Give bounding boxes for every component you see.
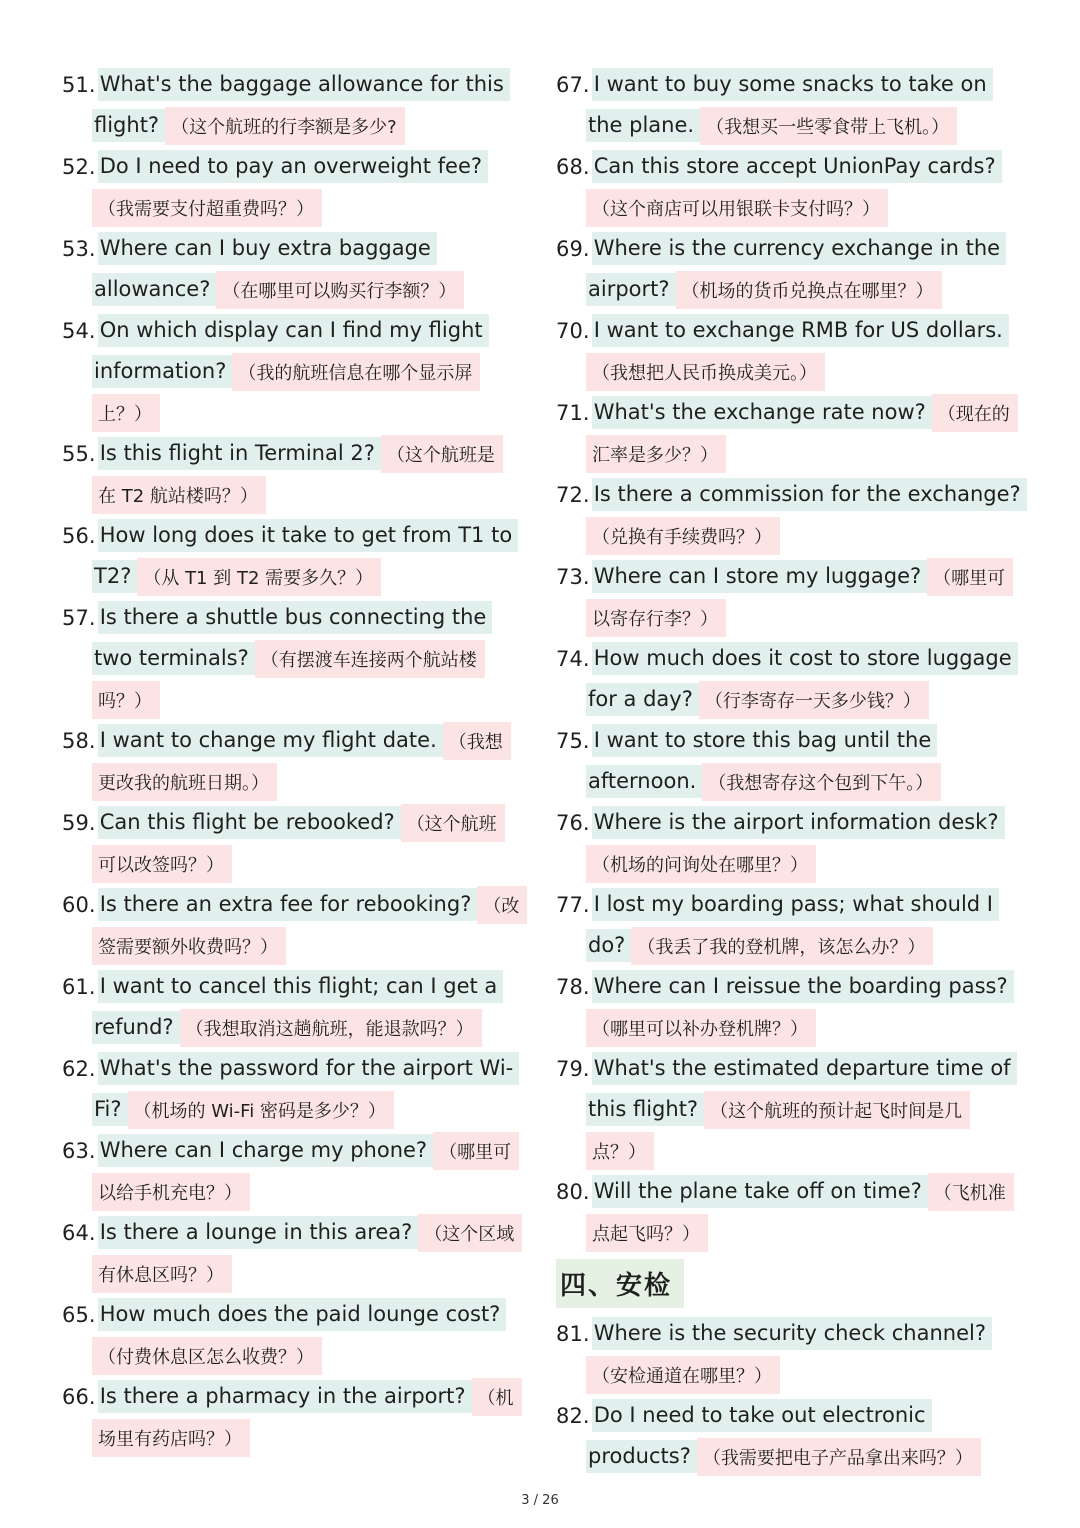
english-phrase: On which display can I find my flight bbox=[98, 314, 489, 347]
phrase-entry-59 bbox=[62, 802, 524, 884]
right-entries-group-security bbox=[556, 1313, 1030, 1477]
chinese-translation: （这个航班 bbox=[401, 804, 505, 842]
phrase-line bbox=[556, 1048, 1030, 1089]
phrase-entry-81 bbox=[556, 1313, 1030, 1395]
phrase-line bbox=[556, 638, 1030, 679]
right-column bbox=[556, 64, 1030, 1477]
chinese-translation: 点？） bbox=[586, 1132, 654, 1170]
phrase-entry-58 bbox=[62, 720, 524, 802]
chinese-translation: 在 T2 航站楼吗？） bbox=[92, 476, 266, 514]
english-phrase: What's the baggage allowance for this bbox=[98, 68, 510, 101]
phrase-number: 59. bbox=[62, 810, 96, 835]
english-phrase: Where is the airport information desk? bbox=[592, 806, 1005, 839]
chinese-translation: （我想 bbox=[443, 722, 511, 760]
chinese-translation: 点起飞吗？） bbox=[586, 1214, 708, 1252]
phrase-line bbox=[556, 679, 1030, 720]
english-phrase: two terminals? bbox=[92, 642, 255, 675]
english-phrase: flight? bbox=[92, 109, 165, 142]
phrase-entry-56 bbox=[62, 515, 524, 597]
phrase-entry-52 bbox=[62, 146, 524, 228]
english-phrase: What's the password for the airport Wi- bbox=[98, 1052, 520, 1085]
phrase-line bbox=[62, 1007, 524, 1048]
phrase-line bbox=[556, 720, 1030, 761]
chinese-translation: （我需要把电子产品拿出来吗？） bbox=[697, 1438, 981, 1476]
phrase-line bbox=[62, 884, 524, 925]
section-title: 四、安检 bbox=[556, 1259, 684, 1308]
phrase-entry-78 bbox=[556, 966, 1030, 1048]
chinese-translation: （安检通道在哪里？） bbox=[586, 1356, 780, 1394]
phrase-entry-66 bbox=[62, 1376, 524, 1458]
phrase-line bbox=[62, 638, 524, 679]
phrase-entry-54 bbox=[62, 310, 524, 433]
english-phrase: Is there a shuttle bus connecting the bbox=[98, 601, 493, 634]
phrase-number: 67. bbox=[556, 72, 590, 97]
phrase-line bbox=[556, 802, 1030, 843]
phrase-line bbox=[62, 228, 524, 269]
phrase-line bbox=[556, 1089, 1030, 1130]
chinese-translation: （我想寄存这个包到下午。） bbox=[702, 763, 941, 801]
chinese-translation: （我需要支付超重费吗？） bbox=[92, 189, 322, 227]
phrase-entry-63 bbox=[62, 1130, 524, 1212]
english-phrase: Where is the currency exchange in the bbox=[592, 232, 1006, 265]
english-phrase: refund? bbox=[92, 1011, 180, 1044]
chinese-translation: 汇率是多少？） bbox=[586, 435, 726, 473]
english-phrase: products? bbox=[586, 1440, 697, 1473]
phrase-line bbox=[62, 1089, 524, 1130]
phrase-line bbox=[556, 105, 1030, 146]
chinese-translation: （我丢了我的登机牌，该怎么办？） bbox=[631, 927, 933, 965]
phrase-entry-69 bbox=[556, 228, 1030, 310]
phrase-line bbox=[556, 515, 1030, 556]
phrase-entry-80 bbox=[556, 1171, 1030, 1253]
chinese-translation: （这个航班的行李额是多少? bbox=[165, 107, 405, 145]
phrase-entry-53 bbox=[62, 228, 524, 310]
phrase-entry-71 bbox=[556, 392, 1030, 474]
chinese-translation: （我想买一些零食带上飞机。） bbox=[700, 107, 957, 145]
phrase-line bbox=[62, 515, 524, 556]
phrase-line bbox=[556, 392, 1030, 433]
english-phrase: Can this flight be rebooked? bbox=[98, 806, 401, 839]
phrase-line bbox=[62, 966, 524, 1007]
phrase-line bbox=[62, 392, 524, 433]
phrase-line bbox=[62, 843, 524, 884]
chinese-translation: （这个航班是 bbox=[381, 435, 503, 473]
english-phrase: information? bbox=[92, 355, 232, 388]
chinese-translation: （兑换有手续费吗？） bbox=[586, 517, 780, 555]
phrase-line bbox=[556, 556, 1030, 597]
phrase-line bbox=[556, 966, 1030, 1007]
phrase-line bbox=[556, 1313, 1030, 1354]
chinese-translation: （从 T1 到 T2 需要多久？） bbox=[137, 558, 381, 596]
phrase-number: 57. bbox=[62, 605, 96, 630]
english-phrase: Is there a lounge in this area? bbox=[98, 1216, 419, 1249]
phrase-number: 69. bbox=[556, 236, 590, 261]
phrase-number: 80. bbox=[556, 1179, 590, 1204]
english-phrase: Where can I charge my phone? bbox=[98, 1134, 433, 1167]
english-phrase: I want to buy some snacks to take on bbox=[592, 68, 993, 101]
phrase-line bbox=[556, 1171, 1030, 1212]
phrase-line bbox=[62, 1130, 524, 1171]
phrase-line bbox=[62, 679, 524, 720]
phrase-number: 63. bbox=[62, 1138, 96, 1163]
section-heading bbox=[556, 1259, 1030, 1307]
phrase-number: 66. bbox=[62, 1384, 96, 1409]
phrase-line bbox=[556, 884, 1030, 925]
chinese-translation: （哪里可 bbox=[433, 1132, 519, 1170]
english-phrase: T2? bbox=[92, 560, 137, 593]
english-phrase: Is there a commission for the exchange? bbox=[592, 478, 1027, 511]
chinese-translation: （机场的 Wi-Fi 密码是多少？） bbox=[128, 1091, 394, 1129]
phrase-entry-70 bbox=[556, 310, 1030, 392]
chinese-translation: （现在的 bbox=[932, 394, 1018, 432]
phrase-number: 52. bbox=[62, 154, 96, 179]
english-phrase: Is there a pharmacy in the airport? bbox=[98, 1380, 472, 1413]
phrase-line bbox=[556, 64, 1030, 105]
phrase-line bbox=[62, 1048, 524, 1089]
phrase-line bbox=[62, 1171, 524, 1212]
chinese-translation: 以寄存行李？） bbox=[586, 599, 726, 637]
phrase-entry-61 bbox=[62, 966, 524, 1048]
english-phrase: the plane. bbox=[586, 109, 700, 142]
chinese-translation: （行李寄存一天多少钱？） bbox=[699, 681, 929, 719]
chinese-translation: 签需要额外收费吗？） bbox=[92, 927, 286, 965]
phrase-line bbox=[556, 1395, 1030, 1436]
phrase-number: 74. bbox=[556, 646, 590, 671]
english-phrase: do? bbox=[586, 929, 631, 962]
chinese-translation: （我的航班信息在哪个显示屏 bbox=[232, 353, 480, 391]
right-entries-group bbox=[556, 64, 1030, 1253]
phrase-entry-77 bbox=[556, 884, 1030, 966]
english-phrase: Where can I store my luggage? bbox=[592, 560, 927, 593]
english-phrase: Is this flight in Terminal 2? bbox=[98, 437, 381, 470]
english-phrase: I want to cancel this flight; can I get a bbox=[98, 970, 504, 1003]
chinese-translation: （机场的货币兑换点在哪里？） bbox=[676, 271, 942, 309]
phrase-line bbox=[556, 433, 1030, 474]
chinese-translation: （我想取消这趟航班，能退款吗？） bbox=[180, 1009, 482, 1047]
english-phrase: afternoon. bbox=[586, 765, 702, 798]
phrase-number: 60. bbox=[62, 892, 96, 917]
chinese-translation: （机 bbox=[472, 1378, 522, 1416]
phrase-entry-79 bbox=[556, 1048, 1030, 1171]
english-phrase: airport? bbox=[586, 273, 676, 306]
english-phrase: How much does it cost to store luggage bbox=[592, 642, 1018, 675]
phrase-number: 53. bbox=[62, 236, 96, 261]
chinese-translation: （在哪里可以购买行李额？） bbox=[216, 271, 464, 309]
phrase-line bbox=[62, 720, 524, 761]
phrase-line bbox=[556, 146, 1030, 187]
phrase-entry-64 bbox=[62, 1212, 524, 1294]
phrase-line bbox=[556, 1007, 1030, 1048]
phrase-entry-72 bbox=[556, 474, 1030, 556]
phrase-number: 58. bbox=[62, 728, 96, 753]
phrase-number: 71. bbox=[556, 400, 590, 425]
phrase-line bbox=[556, 843, 1030, 884]
left-column bbox=[62, 64, 524, 1458]
english-phrase: this flight? bbox=[586, 1093, 704, 1126]
phrase-entry-68 bbox=[556, 146, 1030, 228]
phrase-line bbox=[62, 187, 524, 228]
chinese-translation: （哪里可以补办登机牌？） bbox=[586, 1009, 816, 1047]
chinese-translation: （改 bbox=[477, 886, 527, 924]
phrase-number: 68. bbox=[556, 154, 590, 179]
phrase-line bbox=[62, 925, 524, 966]
phrase-line bbox=[62, 146, 524, 187]
phrase-line bbox=[556, 1130, 1030, 1171]
english-phrase: Do I need to pay an overweight fee? bbox=[98, 150, 488, 183]
english-phrase: What's the estimated departure time of bbox=[592, 1052, 1017, 1085]
english-phrase: Where can I buy extra baggage bbox=[98, 232, 437, 265]
chinese-translation: （机场的问询处在哪里？） bbox=[586, 845, 816, 883]
chinese-translation: 场里有药店吗？） bbox=[92, 1419, 250, 1457]
phrase-line bbox=[62, 1212, 524, 1253]
chinese-translation: （有摆渡车连接两个航站楼 bbox=[255, 640, 485, 678]
phrase-line bbox=[62, 310, 524, 351]
phrase-line bbox=[556, 269, 1030, 310]
chinese-translation: （这个商店可以用银联卡支付吗？） bbox=[586, 189, 888, 227]
phrase-entry-62 bbox=[62, 1048, 524, 1130]
english-phrase: I want to exchange RMB for US dollars. bbox=[592, 314, 1009, 347]
phrase-number: 65. bbox=[62, 1302, 96, 1327]
chinese-translation: （这个航班的预计起飞时间是几 bbox=[704, 1091, 970, 1129]
phrase-number: 81. bbox=[556, 1321, 590, 1346]
phrase-entry-60 bbox=[62, 884, 524, 966]
english-phrase: Do I need to take out electronic bbox=[592, 1399, 932, 1432]
phrase-line bbox=[556, 1354, 1030, 1395]
phrase-line bbox=[62, 269, 524, 310]
chinese-translation: （这个区域 bbox=[418, 1214, 522, 1252]
phrase-line bbox=[556, 761, 1030, 802]
phrase-line bbox=[62, 556, 524, 597]
phrase-number: 78. bbox=[556, 974, 590, 999]
phrase-entry-82 bbox=[556, 1395, 1030, 1477]
english-phrase: I want to change my flight date. bbox=[98, 724, 443, 757]
phrase-entry-75 bbox=[556, 720, 1030, 802]
phrase-number: 55. bbox=[62, 441, 96, 466]
phrase-line bbox=[556, 597, 1030, 638]
phrase-number: 76. bbox=[556, 810, 590, 835]
english-phrase: I lost my boarding pass; what should I bbox=[592, 888, 999, 921]
phrase-line bbox=[62, 105, 524, 146]
phrase-line bbox=[556, 1436, 1030, 1477]
phrase-line bbox=[62, 802, 524, 843]
phrase-number: 61. bbox=[62, 974, 96, 999]
english-phrase: How much does the paid lounge cost? bbox=[98, 1298, 507, 1331]
phrase-entry-57 bbox=[62, 597, 524, 720]
chinese-translation: 更改我的航班日期。） bbox=[92, 763, 277, 801]
phrase-number: 72. bbox=[556, 482, 590, 507]
phrase-line bbox=[62, 351, 524, 392]
english-phrase: I want to store this bag until the bbox=[592, 724, 938, 757]
phrase-number: 73. bbox=[556, 564, 590, 589]
chinese-translation: （飞机准 bbox=[928, 1173, 1014, 1211]
chinese-translation: （我想把人民币换成美元。） bbox=[586, 353, 825, 391]
phrase-line bbox=[556, 474, 1030, 515]
phrase-line bbox=[62, 1253, 524, 1294]
english-phrase: Where is the security check channel? bbox=[592, 1317, 992, 1350]
phrase-number: 51. bbox=[62, 72, 96, 97]
phrase-line bbox=[556, 1212, 1030, 1253]
english-phrase: for a day? bbox=[586, 683, 699, 716]
page-number: 3 / 26 bbox=[521, 1493, 559, 1508]
phrase-line bbox=[556, 310, 1030, 351]
phrase-entry-65 bbox=[62, 1294, 524, 1376]
phrase-number: 64. bbox=[62, 1220, 96, 1245]
english-phrase: Fi? bbox=[92, 1093, 128, 1126]
phrase-number: 82. bbox=[556, 1403, 590, 1428]
phrase-line bbox=[556, 187, 1030, 228]
phrase-line bbox=[556, 351, 1030, 392]
phrase-line bbox=[62, 474, 524, 515]
phrase-entry-55 bbox=[62, 433, 524, 515]
phrase-line bbox=[62, 597, 524, 638]
english-phrase: allowance? bbox=[92, 273, 216, 306]
phrase-number: 75. bbox=[556, 728, 590, 753]
english-phrase: How long does it take to get from T1 to bbox=[98, 519, 518, 552]
phrase-line bbox=[62, 433, 524, 474]
phrase-line bbox=[62, 1376, 524, 1417]
english-phrase: What's the exchange rate now? bbox=[592, 396, 932, 429]
phrase-number: 77. bbox=[556, 892, 590, 917]
phrase-entry-74 bbox=[556, 638, 1030, 720]
phrase-line bbox=[62, 1335, 524, 1376]
phrase-line bbox=[62, 1294, 524, 1335]
english-phrase: Where can I reissue the boarding pass? bbox=[592, 970, 1014, 1003]
phrase-entry-76 bbox=[556, 802, 1030, 884]
chinese-translation: （付费休息区怎么收费？） bbox=[92, 1337, 322, 1375]
phrase-number: 70. bbox=[556, 318, 590, 343]
phrase-number: 56. bbox=[62, 523, 96, 548]
chinese-translation: 以给手机充电？） bbox=[92, 1173, 250, 1211]
phrase-line bbox=[62, 64, 524, 105]
phrase-number: 79. bbox=[556, 1056, 590, 1081]
phrase-entry-51 bbox=[62, 64, 524, 146]
chinese-translation: （哪里可 bbox=[927, 558, 1013, 596]
phrase-entry-67 bbox=[556, 64, 1030, 146]
phrase-line bbox=[62, 1417, 524, 1458]
chinese-translation: 吗？） bbox=[92, 681, 160, 719]
chinese-translation: 上？） bbox=[92, 394, 160, 432]
phrase-line bbox=[556, 925, 1030, 966]
english-phrase: Can this store accept UnionPay cards? bbox=[592, 150, 1002, 183]
chinese-translation: 可以改签吗？） bbox=[92, 845, 232, 883]
english-phrase: Will the plane take off on time? bbox=[592, 1175, 928, 1208]
phrase-line bbox=[556, 228, 1030, 269]
chinese-translation: 有休息区吗？） bbox=[92, 1255, 232, 1293]
phrase-entry-73 bbox=[556, 556, 1030, 638]
english-phrase: Is there an extra fee for rebooking? bbox=[98, 888, 478, 921]
phrase-line bbox=[62, 761, 524, 802]
phrase-number: 54. bbox=[62, 318, 96, 343]
phrase-number: 62. bbox=[62, 1056, 96, 1081]
